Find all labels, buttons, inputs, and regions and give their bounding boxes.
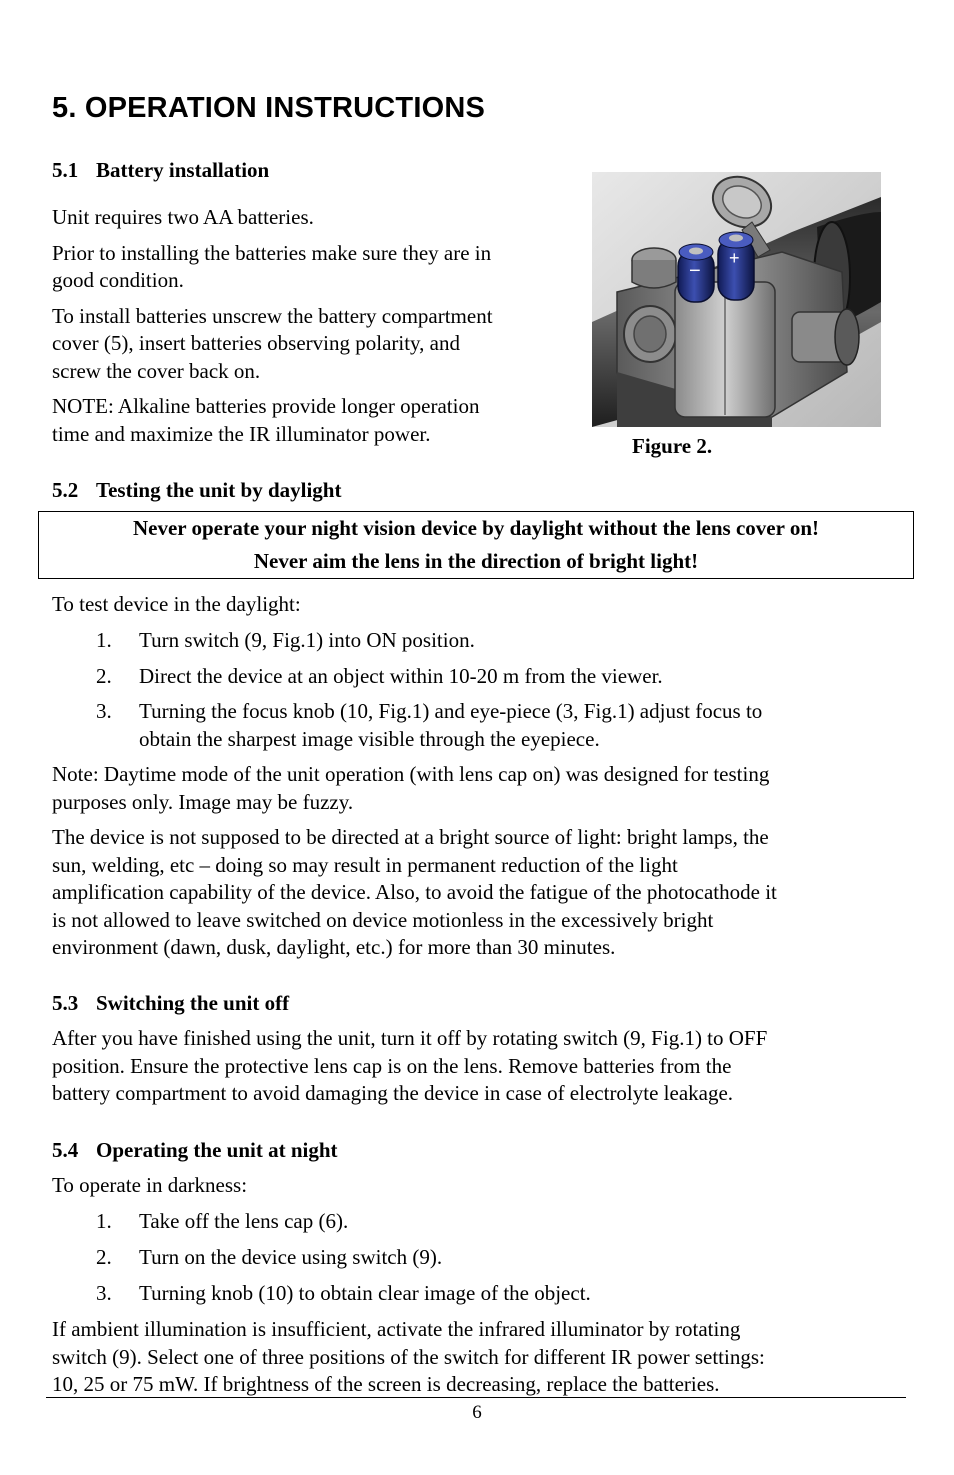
- paragraph-line: sun, welding, etc – doing so may result in permanent reduction of the light: [52, 852, 678, 877]
- section-heading-battery-installation: [52, 158, 269, 183]
- night-ir-text: [52, 1316, 765, 1399]
- page-title: 5. OPERATION INSTRUCTIONS: [52, 92, 486, 124]
- paragraph-line: Note: Daytime mode of the unit operation (with lens cap on) was designed for testing: [52, 762, 770, 786]
- list-number: 3.: [96, 699, 112, 723]
- battery-minus-sign: −: [689, 260, 701, 282]
- battery-plus-sign: +: [729, 248, 740, 268]
- section-heading-testing-daylight: [52, 478, 341, 503]
- paragraph-line: If ambient illumination is insufficient, activate the infrared illuminator by rotating: [52, 1317, 741, 1341]
- section-number: 5.1: [52, 158, 79, 182]
- night-intro: To operate in darkness:: [52, 1173, 248, 1197]
- paragraph-line: Prior to installing the batteries make sure they are in: [52, 240, 492, 265]
- list-item: [96, 627, 475, 655]
- paragraph-line: position. Ensure the protective lens cap is on the lens. Remove batteries from the: [52, 1053, 732, 1078]
- section-title: Operating the unit at night: [96, 1138, 338, 1162]
- paragraph-line: environment (dawn, dusk, daylight, etc.) for more than 30 minutes.: [52, 935, 616, 959]
- paragraph-line: is not allowed to leave switched on device motionless in the excessively bright: [52, 907, 714, 932]
- list-number: 2.: [96, 664, 112, 688]
- figure-battery-compartment: [592, 172, 881, 427]
- paragraph-line: good condition.: [52, 268, 184, 292]
- page-number: 6: [472, 1402, 482, 1423]
- paragraph-line: The device is not supposed to be directed at a bright source of light: bright lamps, the: [52, 825, 769, 849]
- list-text: Direct the device at an object within 10-20 m from the viewer.: [139, 664, 663, 688]
- section-number: 5.2: [52, 478, 79, 502]
- paragraph-line: screw the cover back on.: [52, 358, 261, 383]
- paragraph-line: battery compartment to avoid damaging the device in case of electrolyte leakage.: [52, 1081, 734, 1105]
- battery-text-block: [52, 204, 493, 448]
- paragraph-line: To install batteries unscrew the battery compartment: [52, 303, 493, 328]
- daylight-intro: To test device in the daylight:: [52, 592, 301, 616]
- section-title: Battery installation: [96, 158, 270, 182]
- list-number: 2.: [96, 1245, 112, 1269]
- paragraph-line: cover (5), insert batteries observing polarity, and: [52, 331, 461, 355]
- section-number: 5.4: [52, 1138, 79, 1162]
- list-text: Take off the lens cap (6).: [139, 1209, 349, 1233]
- paragraph-line: NOTE: Alkaline batteries provide longer operation: [52, 394, 480, 418]
- warning-box: [38, 511, 914, 579]
- paragraph: Unit requires two AA batteries.: [52, 205, 314, 229]
- paragraph-line: purposes only. Image may be fuzzy.: [52, 789, 354, 814]
- list-item: [96, 1244, 442, 1272]
- section-heading-operating-night: [52, 1138, 338, 1163]
- list-text: Turning the focus knob (10, Fig.1) and eye-piece (3, Fig.1) adjust focus to: [139, 699, 763, 723]
- list-item: [96, 663, 663, 691]
- daylight-note: [52, 761, 777, 962]
- warning-line: Never aim the lens in the direction of bright light!: [253, 549, 699, 573]
- list-number: 1.: [96, 1209, 112, 1233]
- list-item: [96, 1280, 591, 1308]
- section-heading-switching-off: [52, 991, 289, 1016]
- section-number: 5.3: [52, 991, 79, 1015]
- warning-line: Never operate your night vision device by daylight without the lens cover on!: [133, 516, 819, 540]
- paragraph-line: After you have finished using the unit, turn it off by rotating switch (9, Fig.1) to OFF: [52, 1026, 768, 1050]
- footer-divider: [46, 1397, 906, 1398]
- figure-caption: Figure 2.: [632, 434, 713, 458]
- list-item: [96, 1208, 348, 1236]
- switching-off-text: [52, 1025, 767, 1108]
- section-title: Switching the unit off: [96, 991, 290, 1015]
- list-number: 3.: [96, 1281, 112, 1305]
- paragraph-line: switch (9). Select one of three positions of the switch for different IR power settings:: [52, 1344, 765, 1369]
- paragraph-line: amplification capability of the device. Also, to avoid the fatigue of the photocathode it: [52, 880, 777, 904]
- device-illustration: [592, 172, 881, 427]
- list-number: 1.: [96, 628, 112, 652]
- list-text-continued: obtain the sharpest image visible through the eyepiece.: [139, 726, 600, 751]
- list-text: Turn switch (9, Fig.1) into ON position.: [139, 628, 475, 652]
- section-title: Testing the unit by daylight: [96, 478, 342, 502]
- list-text: Turning knob (10) to obtain clear image of the object.: [139, 1281, 591, 1305]
- paragraph-line: 10, 25 or 75 mW. If brightness of the screen is decreasing, replace the batteries.: [52, 1372, 720, 1396]
- list-item: [96, 698, 762, 753]
- paragraph-line: time and maximize the IR illuminator power.: [52, 421, 431, 446]
- list-text: Turn on the device using switch (9).: [139, 1245, 443, 1269]
